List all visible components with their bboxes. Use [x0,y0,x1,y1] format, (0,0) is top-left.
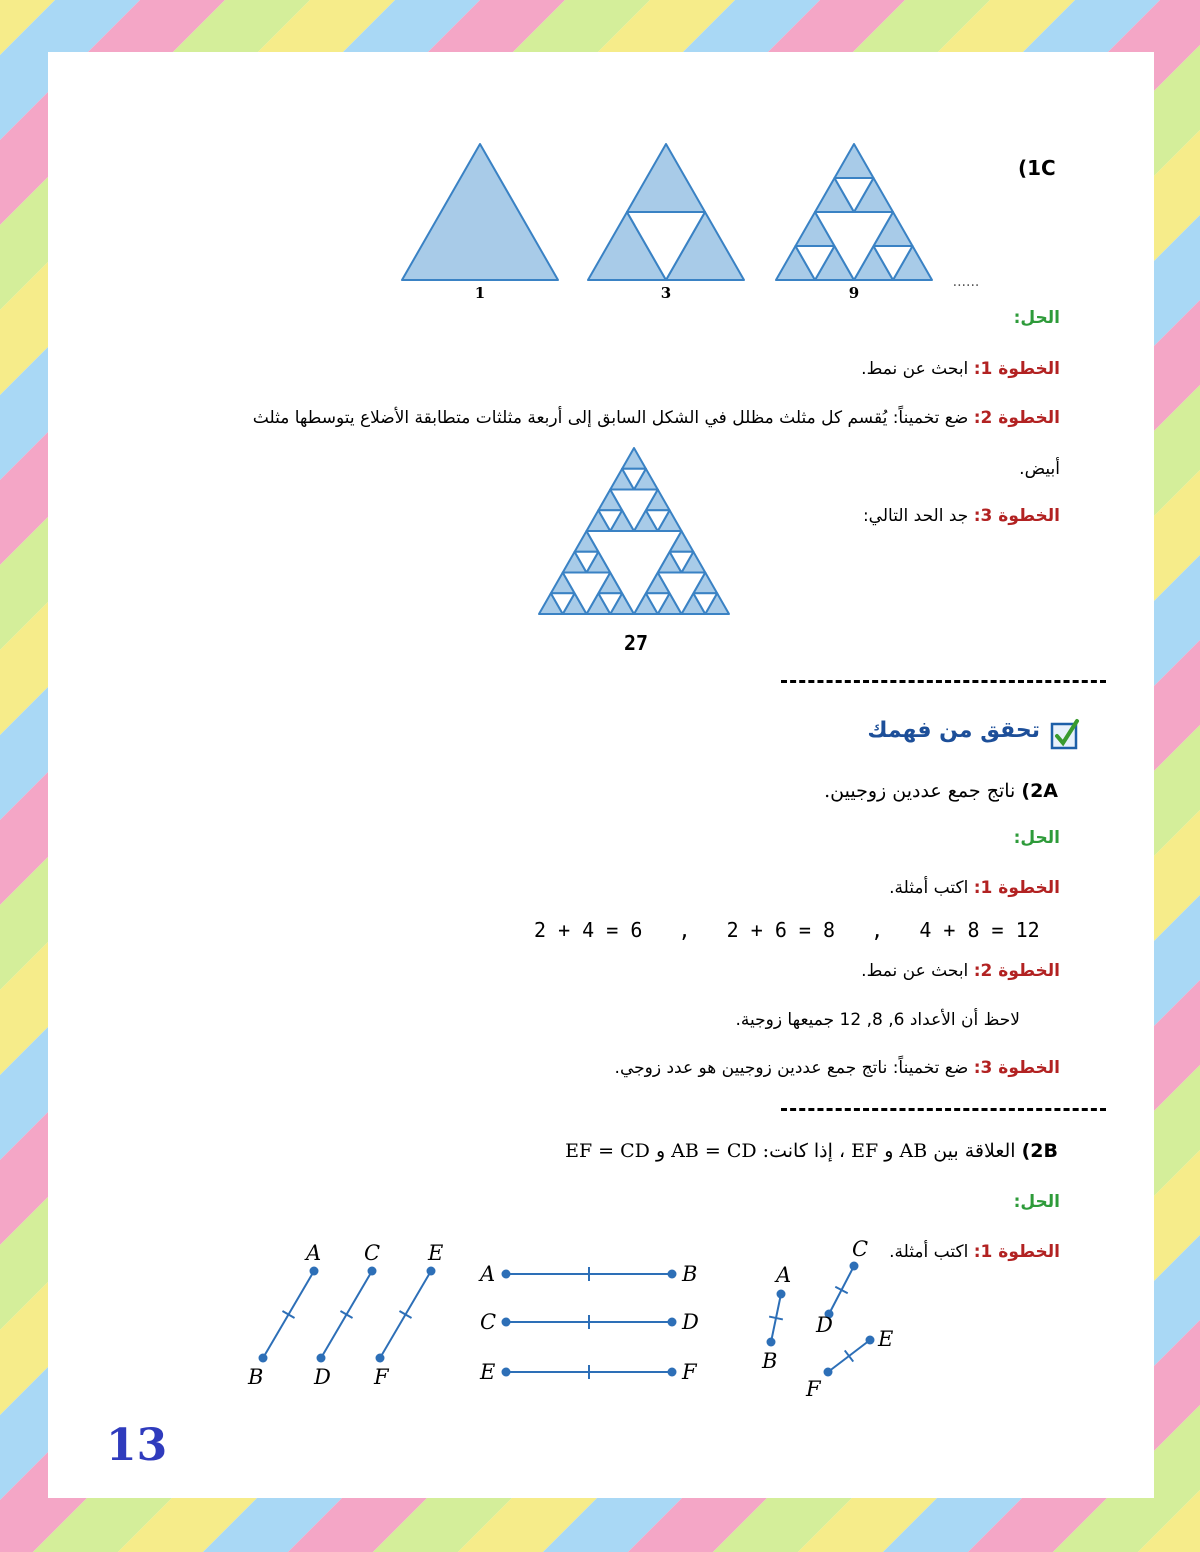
examples-equations: 2 + 4 = 6 , 2 + 6 = 8 , 4 + 8 = 12 [534,918,1040,942]
congruence-tick [282,1311,294,1318]
segment-endpoint [777,1290,786,1299]
step-label: الخطوة 1: [973,878,1060,898]
step-text: ابحث عن نمط. [861,961,969,981]
step2-1c [253,408,1060,428]
exercise-question: ناتج جمع عددين زوجيين. [824,780,1016,802]
solution-label-1c: الحل: [1013,308,1060,328]
point-label: F [682,1360,697,1384]
triangle-stage-1 [402,144,558,280]
step-text: اكتب أمثلة. [889,1242,969,1262]
checkbox-check-icon [1052,718,1080,746]
exercise-label: 2B) [1021,1140,1058,1162]
check-understanding-header [828,716,1058,756]
check-understanding-title: تحقق من فهمك [867,718,1040,743]
point-label: F [374,1365,389,1389]
point-label: D [816,1313,833,1337]
step-label: الخطوة 3: [973,506,1060,526]
pattern-note: لاحظ أن الأعداد 6, 8, 12 جميعها زوجية. [735,1010,1020,1030]
step-label: الخطوة 1: [973,1242,1060,1262]
point-label: C [364,1241,381,1265]
point-label: A [480,1262,496,1286]
segment-endpoint [317,1354,326,1363]
step2-2a [861,961,1060,981]
segment-endpoint [668,1318,677,1327]
step3-1c [863,506,1060,526]
segment-endpoint [866,1336,875,1345]
segment-endpoint [767,1338,776,1347]
page-number: 13 [106,1420,168,1471]
exercise-label: 2A) [1021,780,1058,802]
shaded-triangle [835,144,874,178]
congruence-tick [769,1317,783,1320]
point-label: B [762,1349,778,1373]
step-label: الخطوة 2: [973,961,1060,981]
point-label: B [248,1365,264,1389]
segment-endpoint [824,1368,833,1377]
sierpinski-stage-4-figure [538,446,738,656]
step-text: ابحث عن نمط. [861,359,969,379]
stage-2-count: 3 [660,284,672,302]
exercise-2b [565,1140,1058,1162]
triangle-stage-4 [539,448,729,614]
point-label: F [806,1377,821,1401]
congruence-tick [340,1311,352,1318]
point-label: A [306,1241,322,1265]
exercise-question: العلاقة بين AB و EF ، إذا كانت: AB = CD و EF = CD [565,1140,1016,1162]
point-label: C [480,1310,497,1334]
continuation-ellipsis: ...... [952,274,980,290]
point-label: B [682,1262,698,1286]
stage-3-count: 9 [848,284,860,302]
step2-1c-continuation: أبيض. [1019,459,1060,479]
shaded-triangle [622,448,646,469]
step3-2a [615,1058,1060,1078]
congruence-tick [845,1350,853,1361]
segment-endpoint [259,1354,268,1363]
segment-endpoint [502,1368,511,1377]
point-label: E [878,1327,894,1351]
exercise-1c-label: (1C [1018,156,1056,180]
point-label: E [428,1241,444,1265]
step-text: جد الحد التالي: [862,506,969,526]
point-label: C [852,1237,869,1261]
page-sheet [48,52,1154,1498]
segment-endpoint [502,1270,511,1279]
stage-4-count: 27 [623,631,649,655]
segment-endpoint [850,1262,859,1271]
step-label: الخطوة 1: [973,359,1060,379]
step-label: الخطوة 3: [973,1058,1060,1078]
step-text: اكتب أمثلة. [889,878,969,898]
segment-endpoint [310,1267,319,1276]
sierpinski-sequence-figure [388,140,1008,310]
segment-endpoint [427,1267,436,1276]
point-label: D [314,1365,331,1389]
step-label: الخطوة 2: [973,408,1060,428]
step-text: ضع تخميناً: يُقسم كل مثلث مظلل في الشكل السابق إلى أربعة مثلثات متطابقة الأضلاع يتوسطها مثلث [252,408,969,428]
section-separator [781,1108,1106,1111]
segment-endpoint [376,1354,385,1363]
stage-1-count: 1 [474,284,486,302]
shaded-triangle [402,144,558,280]
solution-label-2a: الحل: [1013,828,1060,848]
segment-endpoint [668,1368,677,1377]
solution-label-2b: الحل: [1013,1192,1060,1212]
exercise-2a [824,780,1058,802]
segment-endpoint [502,1318,511,1327]
segment-endpoint [368,1267,377,1276]
step1-2b [889,1242,1060,1262]
shaded-triangle [627,144,705,212]
point-label: E [480,1360,496,1384]
segment-endpoint [668,1270,677,1279]
congruent-segments-figure [188,1236,894,1401]
section-separator [781,680,1106,683]
triangle-stage-2 [588,144,744,280]
triangle-stage-3 [776,144,932,280]
point-label: D [682,1310,699,1334]
step1-2a [889,878,1060,898]
step1-1c [861,359,1060,379]
congruence-tick [399,1311,411,1318]
point-label: A [776,1263,792,1287]
step-text: ضع تخميناً: ناتج جمع عددين زوجيين هو عدد زوجي. [614,1058,969,1078]
congruence-tick [835,1287,847,1293]
